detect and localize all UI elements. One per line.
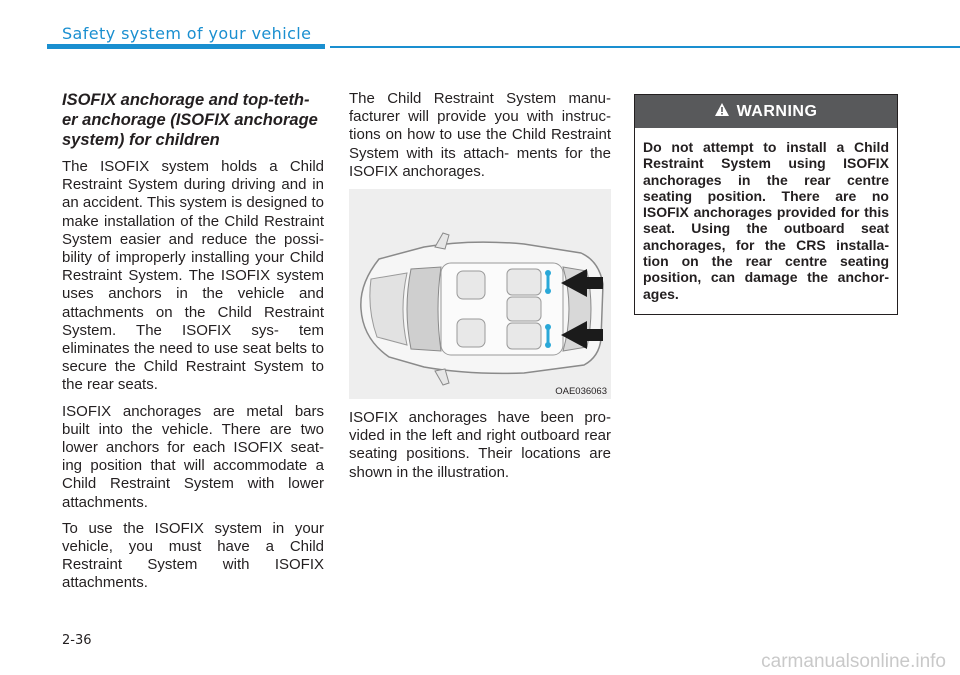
middle-column [349,90,611,490]
rear-seat-centre [507,297,541,321]
section-heading: ISOFIX anchorage and top-teth- er anchorage (ISOFIX anchorage system) for children [62,91,318,149]
car-top-view-illustration [349,189,611,399]
section-header-title: Safety system of your vehicle [62,24,312,43]
warning-triangle-icon [715,103,729,121]
side-mirror-right [435,369,449,385]
watermark: carmanualsonline.info [761,651,946,672]
header-rule-thin [330,46,960,48]
header-rule-thick [47,44,325,49]
left-column [62,90,324,601]
paragraph: To use the ISOFIX system in your vehicle, you must have a Child Restraint System with ISOFIX attachments. [62,519,324,592]
isofix-illustration [349,189,611,399]
isofix-anchor-dot [545,288,551,294]
warning-label: WARNING [736,102,818,120]
figure-code: OAE036063 [555,386,607,398]
warning-header [635,95,897,128]
isofix-anchor-dot [545,342,551,348]
isofix-anchor-dot [545,324,551,330]
warning-text: Do not attempt to install a Child Restraint System using ISOFIX anchorages in the rear centre seating position. There are no ISOFIX anchorages provided for this seat. Using the outboard seat anchorages, for the CRS installa- tion on the rear centre seating position, can damage the anchor- ages. [643,139,889,302]
front-seat-left [457,271,485,299]
windshield [407,267,441,351]
rear-seat-outboard-right [507,323,541,349]
paragraph: ISOFIX anchorages are metal bars built into the vehicle. There are two lower anchors for each ISOFIX seat- ing position that will accommodate a Child Restraint System with lower attachments. [62,402,324,511]
warning-box [634,94,898,315]
isofix-anchor-dot [545,270,551,276]
paragraph: ISOFIX anchorages have been pro- vided in the left and right outboard rear seating positions. Their locations are shown in the illustration. [349,409,611,481]
rear-seat-outboard-left [507,269,541,295]
paragraph: The ISOFIX system holds a Child Restraint System during driving and in an accident. This system is designed to make installation of the Child Restraint System easier and reduce the possi- bility of improperly installing your Child Restraint System. The ISOFIX system uses anchors in the vehicle and attachments on the Child Restraint System. The ISOFIX sys- tem eliminates the need to use seat belts to secure the Child Restraint System to the rear seats. [62,158,324,394]
page-number: 2-36 [62,633,92,648]
right-column [634,94,898,315]
paragraph: The Child Restraint System manu- facturer will provide you with instruc- tions on how to use the Child Restraint System with its attach- ments for the ISOFIX anchorages. [349,90,611,180]
front-seat-right [457,319,485,347]
